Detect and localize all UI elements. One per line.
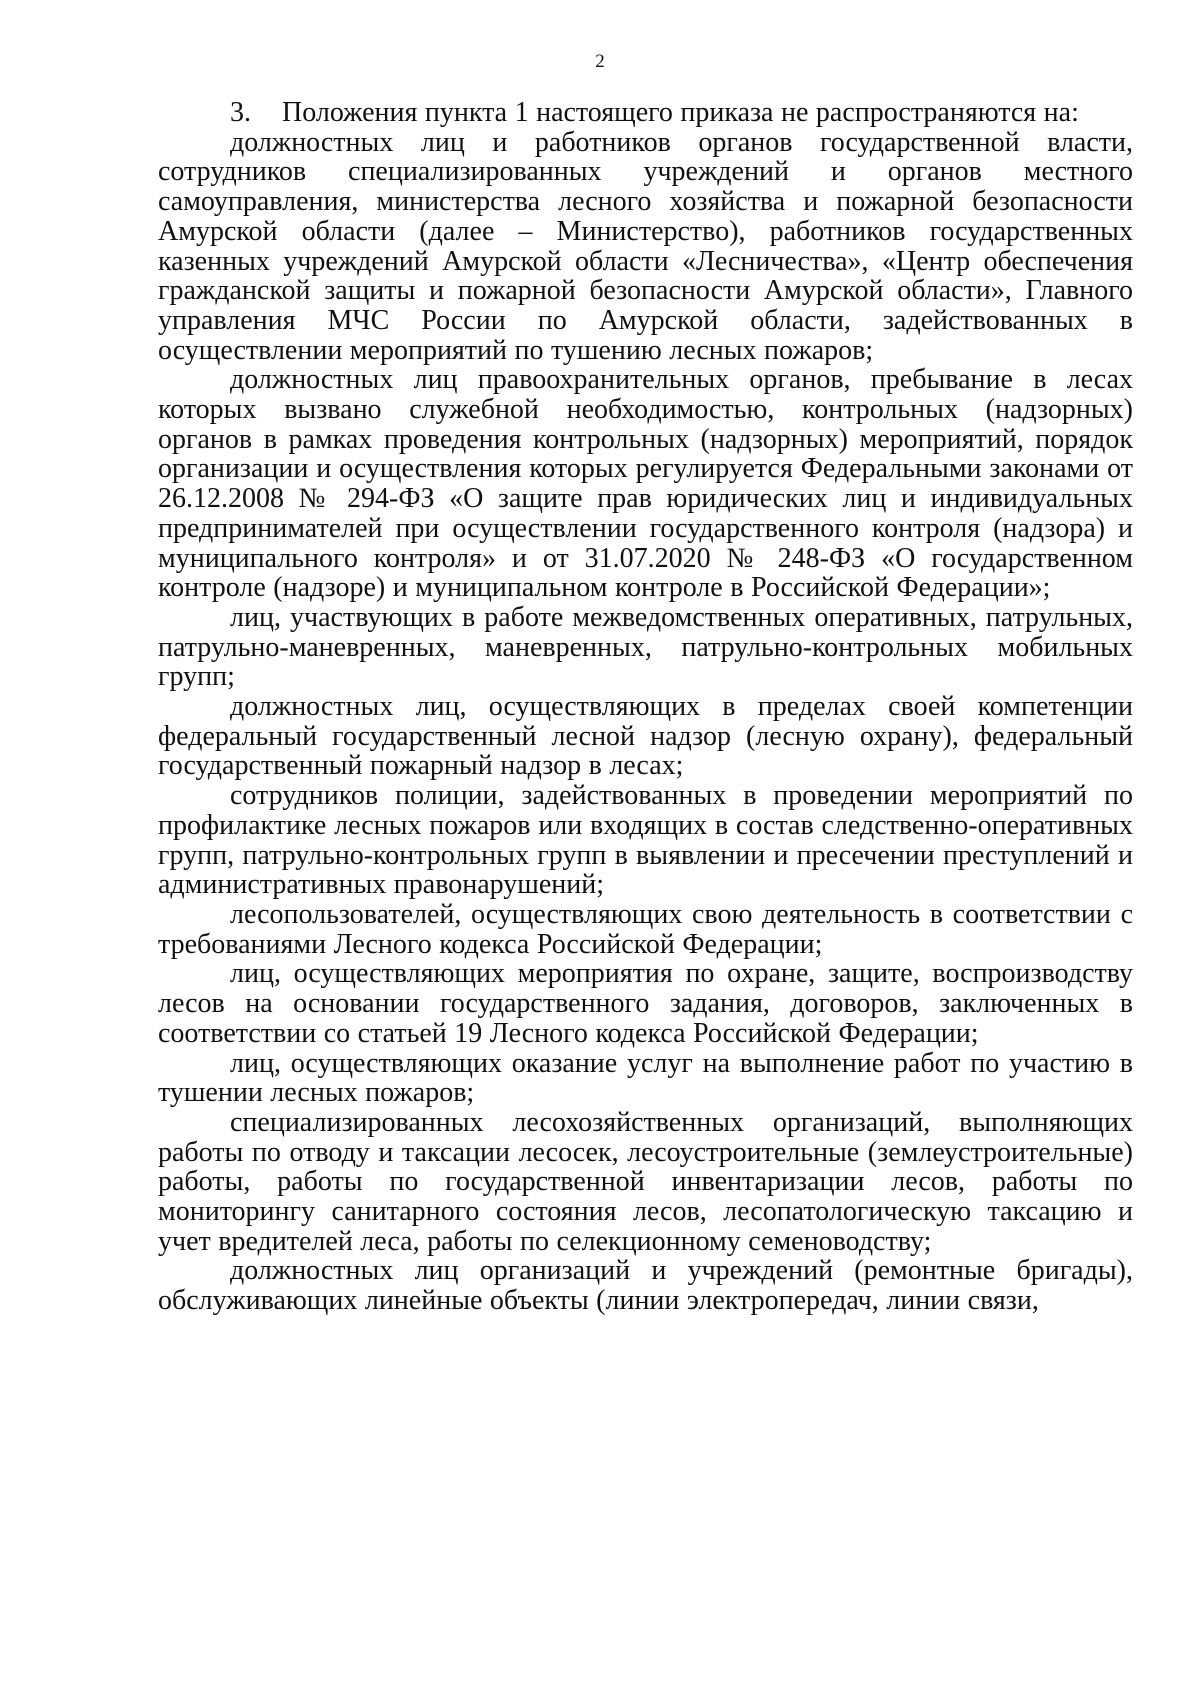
page-number: 2 (595, 51, 605, 72)
paragraph-police: сотрудников полиции, задействованных в проведении мероприятий по профилактике лесных пожаров или входящих в состав следственно-оперативных групп, патрульно-контрольных групп в выявлении и пресечении преступлений и административных правонарушений; (158, 780, 1133, 901)
paragraph-item-3 (158, 98, 1133, 128)
paragraph-mobile-groups: лиц, участвующих в работе межведомственных оперативных, патрульных, патрульно-маневренных, маневренных, патрульно-контрольных мобильных групп; (158, 601, 1133, 693)
paragraph-forest-supervision: должностных лиц, осуществляющих в пределах своей компетенции федеральный государственный лесной надзор (лесную охрану), федеральный государственный пожарный надзор в лесах; (158, 691, 1133, 782)
paragraph-officials-authorities: должностных лиц и работников органов государственной власти, сотрудников специализированных учреждений и органов местного самоуправления, министерства лесного хозяйства и пожарной безопасности Амурской области (далее – Министерство), работников государственных казенных учреждений Амурской области «Лесничества», «Центр обеспечения гражданской защиты и пожарной безопасности Амурской области», Главного управления МЧС России по Амурской области, задействованных в осуществлении мероприятий по тушению лесных пожаров; (158, 126, 1133, 366)
paragraph-law-enforcement: должностных лиц правоохранительных органов, пребывание в лесах которых вызвано служебной необходимостью, контрольных (надзорных) органов в рамках проведения контрольных (надзорных) мероприятий, порядок организации и осуществления которых регулируется Федеральными законами от 26.12.2008 № 294-ФЗ «О защите прав юридических лиц и индивидуальных предпринимателей при осуществлении государственного контроля (надзора) и муниципального контроля» и от 31.07.2020 № 248-ФЗ «О государственном контроле (надзоре) и муниципальном контроле в Российской Федерации»; (158, 364, 1133, 604)
paragraph-forest-protection: лиц, осуществляющих мероприятия по охране, защите, воспроизводству лесов на основании государственного задания, договоров, заключенных в соответствии со статьей 19 Лесного кодекса Российской Федерации; (158, 958, 1133, 1049)
document-body (158, 98, 1133, 1316)
paragraph-number: 3. (230, 97, 251, 128)
paragraph-linear-objects: должностных лиц организаций и учреждений (ремонтные бригады), обслуживающих линейные объекты (линии электропередач, линии связи, (158, 1255, 1133, 1317)
paragraph-forestry-organizations: специализированных лесохозяйственных организаций, выполняющих работы по отводу и таксации лесосек, лесоустроительные (землеустроительные) работы, работы по государственной инвентаризации лесов, работы по мониторингу санитарного состояния лесов, лесопатологическую таксацию и учет вредителей леса, работы по селекционному семеноводству; (158, 1106, 1133, 1257)
paragraph-text: Положения пункта 1 настоящего приказа не распространяются на: (282, 97, 1079, 128)
paragraph-fire-services: лиц, осуществляющих оказание услуг на выполнение работ по участию в тушении лесных пожаров; (158, 1047, 1133, 1109)
paragraph-forest-users: лесопользователей, осуществляющих свою деятельность в соответствии с требованиями Лесного кодекса Российской Федерации; (158, 898, 1133, 960)
